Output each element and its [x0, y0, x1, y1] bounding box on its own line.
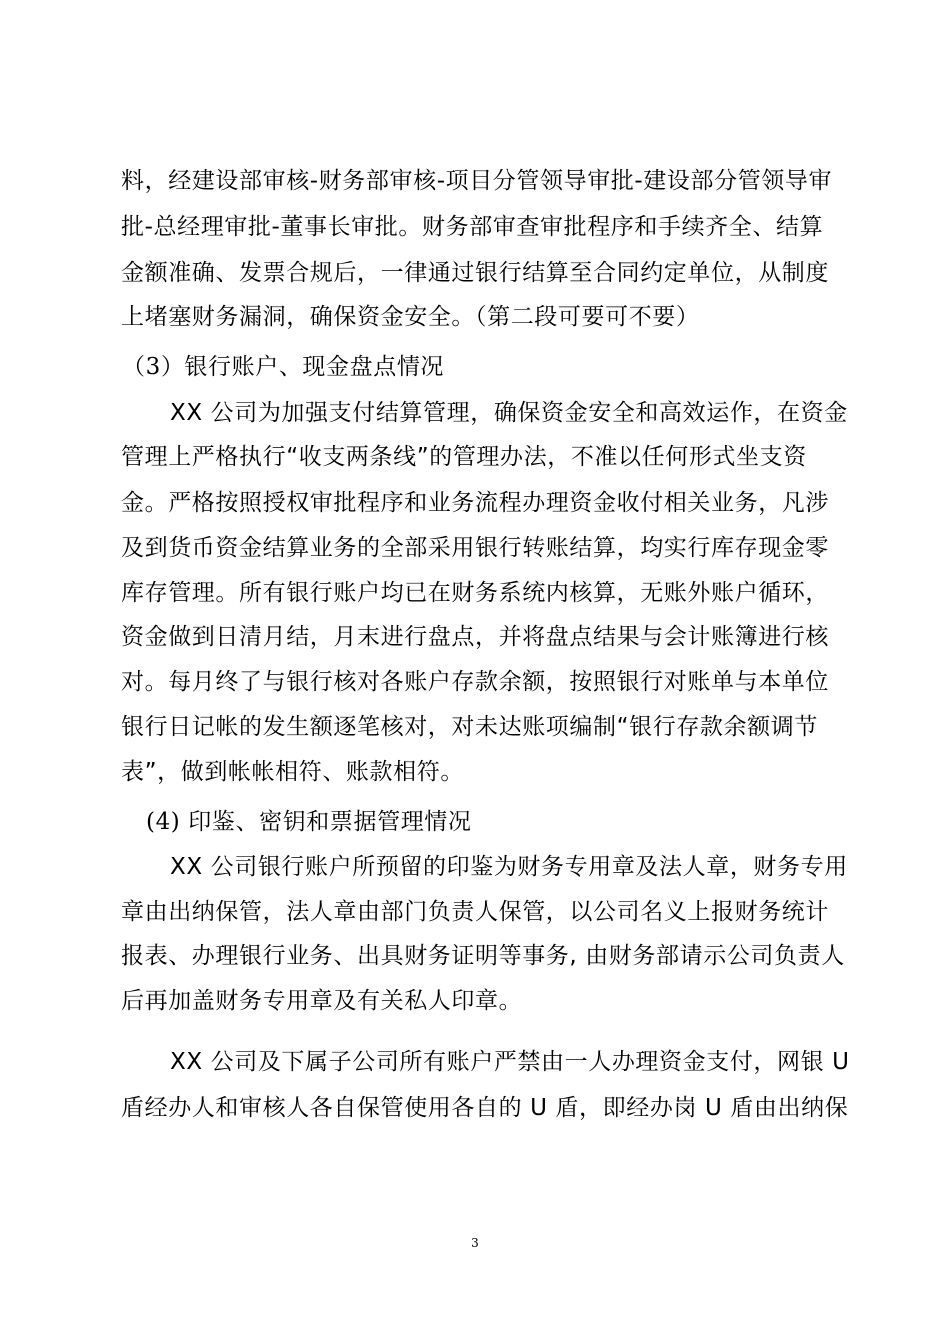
text-line: 及到货币资金结算业务的全部采用银行转账结算，均实行库存现金零 [121, 535, 829, 561]
text-line: XX 公司及下属子公司所有账户严禁由一人办理资金支付，网银 U [170, 1049, 850, 1075]
page-number: 3 [471, 1236, 479, 1250]
section-heading-4: (4) 印鉴、密钥和票据管理情况 [146, 809, 472, 835]
text-line: 银行日记帐的发生额逐笔核对，对未达账项编制“银行存款余额调节 [121, 714, 818, 740]
text-line: 金。严格按照授权审批程序和业务流程办理资金收付相关业务，凡涉 [121, 490, 829, 516]
text-line: 批-总经理审批-董事长审批。财务部审查审批程序和手续齐全、结算 [121, 214, 824, 240]
text-line: 对。每月终了与银行核对各账户存款余额，按照银行对账单与本单位 [121, 669, 829, 695]
text-line: 盾经办人和审核人各自保管使用各自的 U 盾，即经办岗 U 盾由出纳保 [121, 1095, 849, 1121]
text-line: 料，经建设部审核-财务部审核-项目分管领导审批-建设部分管领导审 [121, 168, 833, 194]
text-line: 表”，做到帐帐相符、账款相符。 [121, 759, 464, 785]
text-line: 后再加盖财务专用章及有关私人印章。 [121, 988, 523, 1014]
text-line: 管理上严格执行“收支两条线”的管理办法，不准以任何形式坐支资 [121, 444, 807, 470]
text-line: 章由出纳保管，法人章由部门负责人保管，以公司名义上报财务统计 [121, 899, 829, 925]
text-line: 金额准确、发票合规后，一律通过银行结算至合同约定单位，从制度 [121, 260, 829, 286]
section-heading-3: （3）银行账户、现金盘点情况 [122, 354, 445, 380]
text-line: 资金做到日清月结，月末进行盘点，并将盘点结果与会计账簿进行核 [121, 624, 829, 650]
text-line: 报表、办理银行业务、出具财务证明等事务, 由财务部请示公司负责人 [121, 943, 845, 969]
text-line: XX 公司为加强支付结算管理，确保资金安全和高效运作，在资金 [170, 400, 848, 426]
text-line: 库存管理。所有银行账户均已在财务系统内核算，无账外账户循环， [121, 580, 829, 606]
text-line: XX 公司银行账户所预留的印鉴为财务专用章及法人章，财务专用 [170, 854, 848, 880]
text-line: 上堵塞财务漏洞，确保资金安全。（第二段可要可不要） [121, 304, 700, 330]
